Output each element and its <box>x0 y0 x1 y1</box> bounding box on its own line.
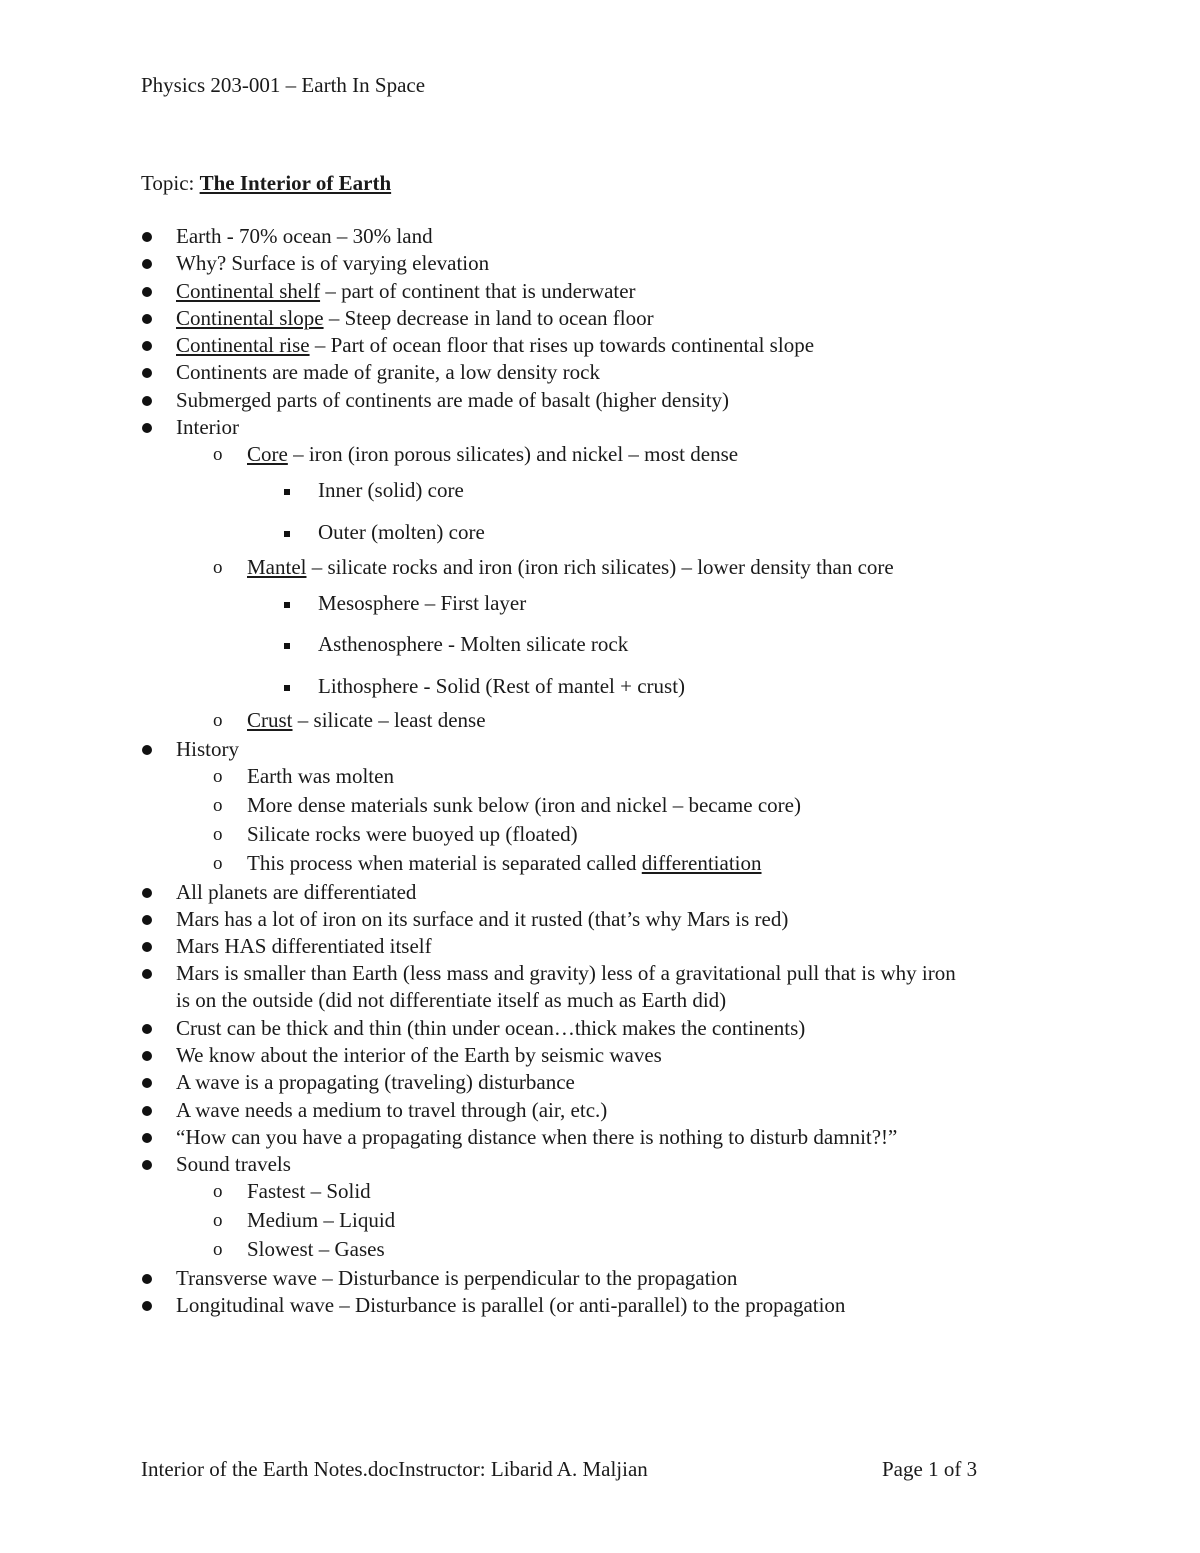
definition: – silicate rocks and iron (iron rich silicates) – lower density than core <box>306 555 894 579</box>
sub-list-item <box>247 851 762 876</box>
list-item: We know about the interior of the Earth by seismic waves <box>176 1043 662 1067</box>
sub-sub-bullet-square <box>284 489 290 495</box>
sub-bullet-circle: o <box>213 1239 223 1260</box>
definition: – Steep decrease in land to ocean floor <box>323 306 654 330</box>
sub-sub-bullet-square <box>284 602 290 608</box>
sub-sub-list-item: Lithosphere - Solid (Rest of mantel + crust) <box>318 674 686 698</box>
sub-bullet-circle: o <box>213 1181 223 1202</box>
list-item: “How can you have a propagating distance when there is nothing to disturb damnit?!” <box>176 1125 898 1149</box>
sub-bullet-circle: o <box>213 824 223 845</box>
sub-sub-bullet-square <box>284 685 290 691</box>
sub-sub-list-item: Inner (solid) core <box>318 478 464 502</box>
sub-list-item: Earth was molten <box>247 764 394 788</box>
list-item: Submerged parts of continents are made of basalt (higher density) <box>176 388 730 412</box>
topic-label: Topic: <box>141 171 195 195</box>
bullet-dot <box>142 314 152 324</box>
list-item: Interior <box>176 415 239 439</box>
bullet-dot <box>142 396 152 406</box>
term: Continental rise <box>176 333 310 357</box>
definition: – part of continent that is underwater <box>320 279 636 303</box>
sub-list-item: Silicate rocks were buoyed up (floated) <box>247 822 578 846</box>
sub-sub-bullet-square <box>284 643 290 649</box>
term: Mantel <box>247 555 307 579</box>
sub-sub-list-item: Mesosphere – First layer <box>318 591 527 615</box>
bullet-dot <box>142 1078 152 1088</box>
list-item: History <box>176 737 239 761</box>
sub-bullet-circle: o <box>213 766 223 787</box>
sub-sub-list-item: Asthenosphere - Molten silicate rock <box>318 632 629 656</box>
bullet-dot <box>142 1274 152 1284</box>
definition: – silicate – least dense <box>292 708 486 732</box>
sub-bullet-circle: o <box>213 1210 223 1231</box>
bullet-dot <box>142 942 152 952</box>
definition: – Part of ocean floor that rises up towards continental slope <box>309 333 815 357</box>
list-item: Mars is smaller than Earth (less mass and gravity) less of a gravitational pull that is why iron <box>176 961 956 985</box>
footer-page-number: Page 1 of 3 <box>882 1457 978 1481</box>
bullet-dot <box>142 1106 152 1116</box>
bullet-dot <box>142 1051 152 1061</box>
list-item: Crust can be thick and thin (thin under ocean…thick makes the continents) <box>176 1016 806 1040</box>
list-item <box>176 306 654 331</box>
list-item: A wave needs a medium to travel through (air, etc.) <box>176 1098 608 1122</box>
term: Continental shelf <box>176 279 321 303</box>
list-item: Why? Surface is of varying elevation <box>176 251 490 275</box>
sub-list-item <box>247 555 894 580</box>
bullet-dot <box>142 287 152 297</box>
sub-bullet-circle: o <box>213 444 223 465</box>
sub-list-item: Fastest – Solid <box>247 1179 371 1203</box>
sub-list-item: Slowest – Gases <box>247 1237 385 1261</box>
list-item: Continents are made of granite, a low density rock <box>176 360 600 384</box>
bullet-dot <box>142 341 152 351</box>
sub-bullet-circle: o <box>213 853 223 874</box>
sub-list-item: More dense materials sunk below (iron and nickel – became core) <box>247 793 801 817</box>
list-item: All planets are differentiated <box>176 880 417 904</box>
term: Continental slope <box>176 306 324 330</box>
topic-title: The Interior of Earth <box>199 171 392 195</box>
bullet-dot <box>142 888 152 898</box>
list-item-continuation: is on the outside (did not differentiate itself as much as Earth did) <box>176 988 727 1012</box>
footer-filename: Interior of the Earth Notes.docInstructor: Libarid A. Maljian <box>141 1457 648 1481</box>
list-item: Mars has a lot of iron on its surface and it rusted (that’s why Mars is red) <box>176 907 789 931</box>
list-item: Earth - 70% ocean – 30% land <box>176 224 433 248</box>
term: Core <box>247 442 288 466</box>
sub-list-item: Medium – Liquid <box>247 1208 396 1232</box>
bullet-dot <box>142 368 152 378</box>
bullet-dot <box>142 423 152 433</box>
list-item: A wave is a propagating (traveling) disturbance <box>176 1070 575 1094</box>
bullet-dot <box>142 915 152 925</box>
sub-list-item <box>247 708 486 733</box>
topic-line <box>141 171 391 196</box>
sub-bullet-circle: o <box>213 557 223 578</box>
term: Crust <box>247 708 293 732</box>
bullet-dot <box>142 969 152 979</box>
sub-sub-list-item: Outer (molten) core <box>318 520 485 544</box>
list-item <box>176 333 814 358</box>
bullet-dot <box>142 1160 152 1170</box>
sentence-text: This process when material is separated called <box>247 851 642 875</box>
list-item: Transverse wave – Disturbance is perpendicular to the propagation <box>176 1266 738 1290</box>
bullet-dot <box>142 1133 152 1143</box>
bullet-dot <box>142 1024 152 1034</box>
bullet-dot <box>142 745 152 755</box>
list-item <box>176 279 636 304</box>
sub-bullet-circle: o <box>213 795 223 816</box>
bullet-dot <box>142 1301 152 1311</box>
sub-bullet-circle: o <box>213 710 223 731</box>
bullet-dot <box>142 232 152 242</box>
list-item: Sound travels <box>176 1152 291 1176</box>
term: differentiation <box>641 851 762 875</box>
definition: – iron (iron porous silicates) and nickel – most dense <box>287 442 739 466</box>
list-item: Mars HAS differentiated itself <box>176 934 432 958</box>
document-header: Physics 203-001 – Earth In Space <box>141 73 426 97</box>
list-item: Longitudinal wave – Disturbance is parallel (or anti-parallel) to the propagation <box>176 1293 846 1317</box>
bullet-dot <box>142 259 152 269</box>
sub-sub-bullet-square <box>284 531 290 537</box>
sub-list-item <box>247 442 738 467</box>
